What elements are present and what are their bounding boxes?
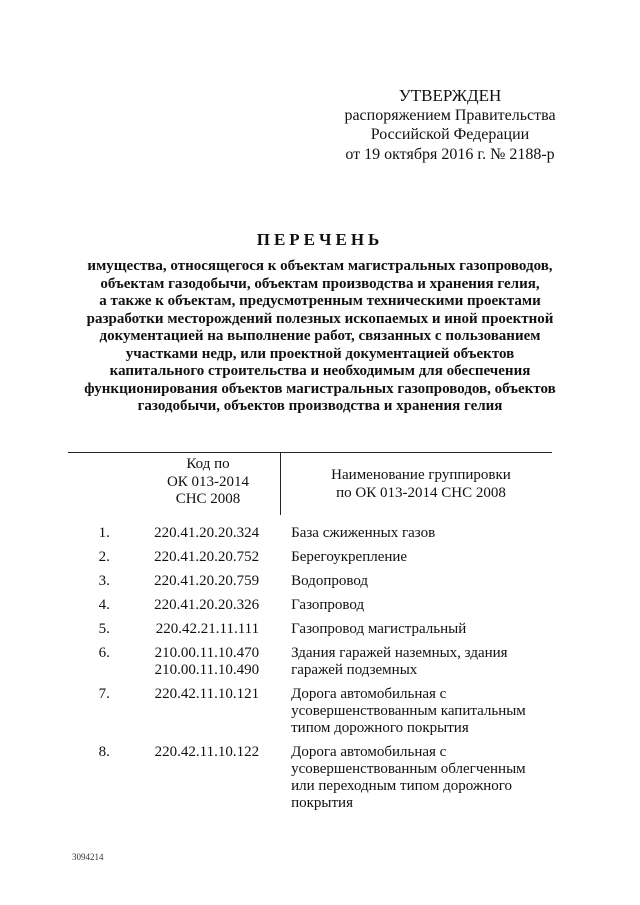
table-row: [68, 573, 552, 590]
row-name: Дорога автомобильная с усовершенствованным облегченным или переходным типом дорожного покрытия: [291, 744, 526, 811]
header-code-line: ОК 013-2014: [166, 473, 250, 490]
approval-line-2: Российской Федерации: [370, 126, 530, 143]
subtitle-line: газодобычи, объектов производства и хранения гелия: [137, 398, 503, 414]
header-code-column: [133, 456, 283, 509]
approval-line-1: распоряжением Правительства: [344, 106, 556, 124]
header-code-line: Код по: [186, 456, 230, 472]
table-row: [68, 686, 552, 737]
row-code-value: 220.41.20.20.326: [154, 597, 260, 613]
row-number: 2.: [98, 549, 110, 565]
row-number: 7.: [98, 686, 110, 702]
row-number: 6.: [98, 645, 110, 661]
document-heading: [70, 230, 570, 416]
subtitle-line: капитального строительства и необходимым для обеспечения: [109, 363, 531, 379]
row-code-value: 220.41.20.20.759: [154, 573, 260, 589]
subtitle-line: разработки месторождений полезных ископаемых и иной проектной: [86, 310, 554, 327]
subtitle-line: участками недр, или проектной документацией объектов: [125, 345, 515, 362]
row-name: Газопровод магистральный: [291, 621, 467, 637]
header-code-line: СНС 2008: [175, 491, 241, 507]
row-code-value: 220.41.20.20.752: [154, 549, 260, 565]
row-name: Газопровод: [291, 597, 365, 613]
table-body: [68, 525, 552, 819]
row-code-value: 220.42.11.10.122: [154, 744, 260, 760]
row-code-value: 210.00.11.10.490: [154, 662, 260, 678]
row-name: Берегоукрепление: [291, 549, 408, 565]
subtitle-line: документацией на выполнение работ, связанных с пользованием: [99, 328, 541, 344]
row-code-value: 210.00.11.10.470: [154, 645, 260, 661]
row-number: 8.: [98, 744, 110, 760]
table-row: [68, 645, 552, 679]
row-name: Здания гаражей наземных, здания гаражей подземных: [291, 645, 508, 678]
row-code: [110, 525, 279, 542]
row-code: [110, 744, 279, 812]
approval-line-3: от 19 октября 2016 г. № 2188-р: [345, 145, 555, 163]
row-code: [110, 573, 279, 590]
approval-title: УТВЕРЖДЕН: [398, 86, 502, 105]
header-divider: [280, 453, 281, 515]
document-subtitle: [70, 258, 570, 416]
row-name: База сжиженных газов: [291, 525, 436, 541]
subtitle-line: а также к объектам, предусмотренным техническими проектами: [99, 293, 541, 309]
row-number: 4.: [98, 597, 110, 613]
row-code: [110, 597, 279, 614]
row-code: [110, 621, 279, 638]
table-row: [68, 525, 552, 542]
row-name: Дорога автомобильная с усовершенствованным капитальным типом дорожного покрытия: [291, 686, 526, 736]
approval-block: [320, 86, 580, 164]
row-code: [110, 549, 279, 566]
table-row: [68, 621, 552, 638]
table-header: [68, 452, 552, 515]
header-name-line: по ОК 013-2014 СНС 2008: [336, 484, 506, 501]
document-id: 3094214: [72, 852, 104, 862]
header-name-column: [290, 467, 552, 502]
document-title: ПЕРЕЧЕНЬ: [256, 230, 384, 249]
row-code: [110, 645, 279, 679]
table-row: [68, 597, 552, 614]
row-code-value: 220.42.11.10.121: [154, 686, 260, 702]
table-row: [68, 744, 552, 812]
subtitle-line: функционирования объектов магистральных газопроводов, объектов: [84, 380, 556, 397]
header-name-line: Наименование группировки: [331, 467, 511, 483]
row-code: [110, 686, 279, 737]
row-name: Водопровод: [291, 573, 369, 589]
subtitle-line: объектам газодобычи, объектам производства и хранения гелия,: [100, 275, 540, 292]
row-number: 1.: [98, 525, 110, 541]
row-number: 5.: [98, 621, 110, 637]
row-code-value: 220.42.21.11.111: [155, 621, 260, 637]
row-number: 3.: [98, 573, 110, 589]
subtitle-line: имущества, относящегося к объектам магистральных газопроводов,: [87, 258, 553, 274]
row-code-value: 220.41.20.20.324: [154, 525, 260, 541]
table-row: [68, 549, 552, 566]
